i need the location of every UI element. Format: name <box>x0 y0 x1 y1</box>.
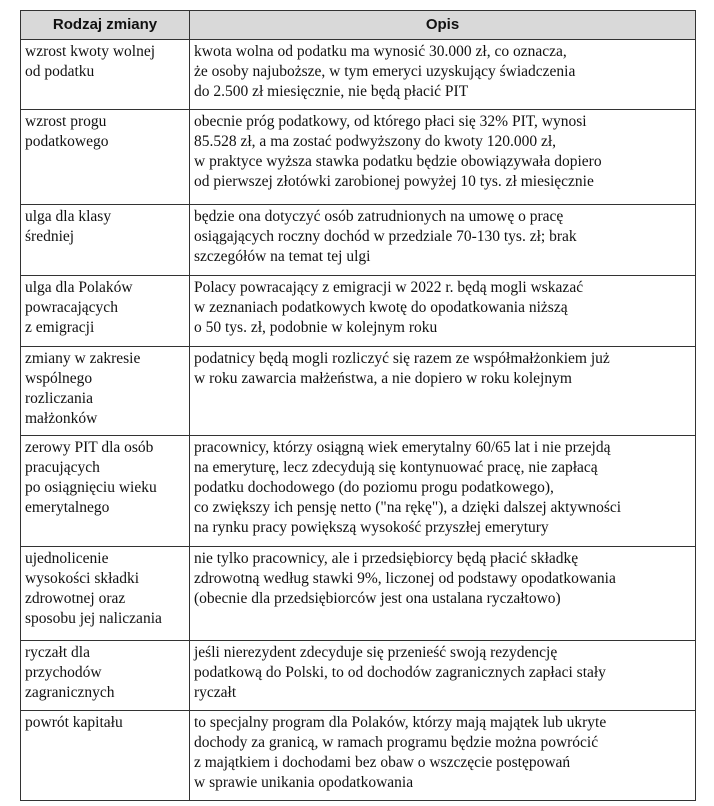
change-type-line: wzrost kwoty wolnej <box>25 43 156 60</box>
description-line: o 50 tys. zł, podobnie w kolejnym roku <box>194 319 438 336</box>
table-row <box>21 436 696 547</box>
change-type-line: ulga dla klasy <box>25 208 112 225</box>
description-cell <box>190 205 696 276</box>
table-row <box>21 110 696 205</box>
change-type-cell <box>21 436 190 547</box>
description-cell <box>190 711 696 801</box>
change-type-line: sposobu jej naliczania <box>25 610 162 627</box>
description-line: dochody za granicą, w ramach programu będzie można powrócić <box>194 734 599 751</box>
change-type-line: zerowy PIT dla osób <box>25 439 154 456</box>
description-line: nie tylko pracownicy, ale i przedsiębiorcy będą płacić składkę <box>194 550 579 567</box>
change-type-line: wzrost progu <box>25 113 107 130</box>
description-line: podatku dochodowego (do poziomu progu podatkowego), <box>194 479 554 496</box>
description-cell <box>190 436 696 547</box>
description-line: do 2.500 zł miesięcznie, nie będą płacić PIT <box>194 83 469 100</box>
description-line: osiągających roczny dochód w przedziale 70-130 tys. zł; brak <box>194 228 577 245</box>
change-type-cell <box>21 347 190 436</box>
description-line: 85.528 zł, a ma zostać podwyższony do kwoty 120.000 zł, <box>194 133 557 150</box>
change-type-line: zmiany w zakresie <box>25 350 141 367</box>
header-description: Opis <box>190 11 696 40</box>
header-type: Rodzaj zmiany <box>21 11 190 40</box>
tax-changes-table <box>20 10 696 801</box>
change-type-cell <box>21 547 190 641</box>
change-type-cell <box>21 641 190 711</box>
table-row <box>21 276 696 347</box>
table-body <box>21 40 696 801</box>
description-line: w roku zawarcia małżeństwa, a nie dopiero w roku kolejnym <box>194 370 572 387</box>
description-line: (obecnie dla przedsiębiorców jest ona ustalana ryczałtowo) <box>194 590 561 607</box>
change-type-line: podatkowego <box>25 133 109 150</box>
change-type-line: emerytalnego <box>25 499 110 516</box>
change-type-line: wspólnego <box>25 370 93 387</box>
change-type-line: ulga dla Polaków <box>25 279 133 296</box>
change-type-line: ryczałt dla <box>25 644 90 661</box>
change-type-cell <box>21 276 190 347</box>
description-line: podatkową do Polski, to od dochodów zagranicznych zapłaci stały <box>194 664 606 681</box>
change-type-line: średniej <box>25 228 75 245</box>
description-line: w praktyce wyższa stawka podatku będzie obowiązywała dopiero <box>194 153 602 170</box>
description-line: Polacy powracający z emigracji w 2022 r. będą mogli wskazać <box>194 279 584 296</box>
change-type-line: przychodów <box>25 664 102 681</box>
change-type-line: z emigracji <box>25 319 95 336</box>
description-cell <box>190 40 696 110</box>
change-type-line: od podatku <box>25 63 95 80</box>
description-line: z majątkiem i dochodami bez obaw o wszczęcie postępowań <box>194 754 571 771</box>
description-line: zdrowotną według stawki 9%, liczonej od podstawy opodatkowania <box>194 570 616 587</box>
description-cell <box>190 641 696 711</box>
change-type-cell <box>21 205 190 276</box>
change-type-cell <box>21 711 190 801</box>
description-line: jeśli nierezydent zdecyduje się przenieść swoją rezydencję <box>194 644 558 661</box>
description-line: od pierwszej złotówki zarobionej powyżej 10 tys. zł miesięcznie <box>194 173 594 190</box>
description-line: na rynku pracy powiększą wysokość przyszłej emerytury <box>194 519 549 536</box>
change-type-line: rozliczania <box>25 390 93 407</box>
change-type-line: po osiągnięciu wieku <box>25 479 157 496</box>
description-line: w zeznaniach podatkowych kwotę do opodatkowania niższą <box>194 299 568 316</box>
description-line: że osoby najuboższe, w tym emeryci uzyskujący świadczenia <box>194 63 576 80</box>
description-cell <box>190 547 696 641</box>
description-line: będzie ona dotyczyć osób zatrudnionych na umowę o pracę <box>194 208 564 225</box>
description-line: na emeryturę, lecz zdecydują się kontynuować pracę, nie zapłacą <box>194 459 598 476</box>
change-type-line: powracających <box>25 299 118 316</box>
table-row <box>21 40 696 110</box>
change-type-line: zdrowotnej oraz <box>25 590 126 607</box>
change-type-line: zagranicznych <box>25 684 115 701</box>
change-type-line: małżonków <box>25 410 98 427</box>
description-line: obecnie próg podatkowy, od którego płaci się 32% PIT, wynosi <box>194 113 587 130</box>
change-type-line: pracujących <box>25 459 100 476</box>
table-row <box>21 711 696 801</box>
description-line: kwota wolna od podatku ma wynosić 30.000 zł, co oznacza, <box>194 43 567 60</box>
description-line: w sprawie unikania opodatkowania <box>194 774 414 791</box>
change-type-cell <box>21 40 190 110</box>
table-row <box>21 205 696 276</box>
description-line: podatnicy będą mogli rozliczyć się razem ze współmałżonkiem już <box>194 350 610 367</box>
description-line: szczegółów na temat tej ulgi <box>194 248 371 265</box>
description-cell <box>190 110 696 205</box>
description-line: to specjalny program dla Polaków, którzy mają majątek lub ukryte <box>194 714 607 731</box>
description-line: pracownicy, którzy osiągną wiek emerytalny 60/65 lat i nie przejdą <box>194 439 611 456</box>
description-cell <box>190 276 696 347</box>
change-type-line: ujednolicenie <box>25 550 109 567</box>
table-row <box>21 641 696 711</box>
description-line: co zwiększy ich pensję netto ("na rękę"), a dzięki dalszej aktywności <box>194 499 622 516</box>
change-type-line: powrót kapitału <box>25 714 123 731</box>
table-row <box>21 347 696 436</box>
change-type-line: wysokości składki <box>25 570 140 587</box>
table-row <box>21 547 696 641</box>
description-cell <box>190 347 696 436</box>
change-type-cell <box>21 110 190 205</box>
description-line: ryczałt <box>194 684 237 701</box>
table-header-row <box>21 11 696 40</box>
